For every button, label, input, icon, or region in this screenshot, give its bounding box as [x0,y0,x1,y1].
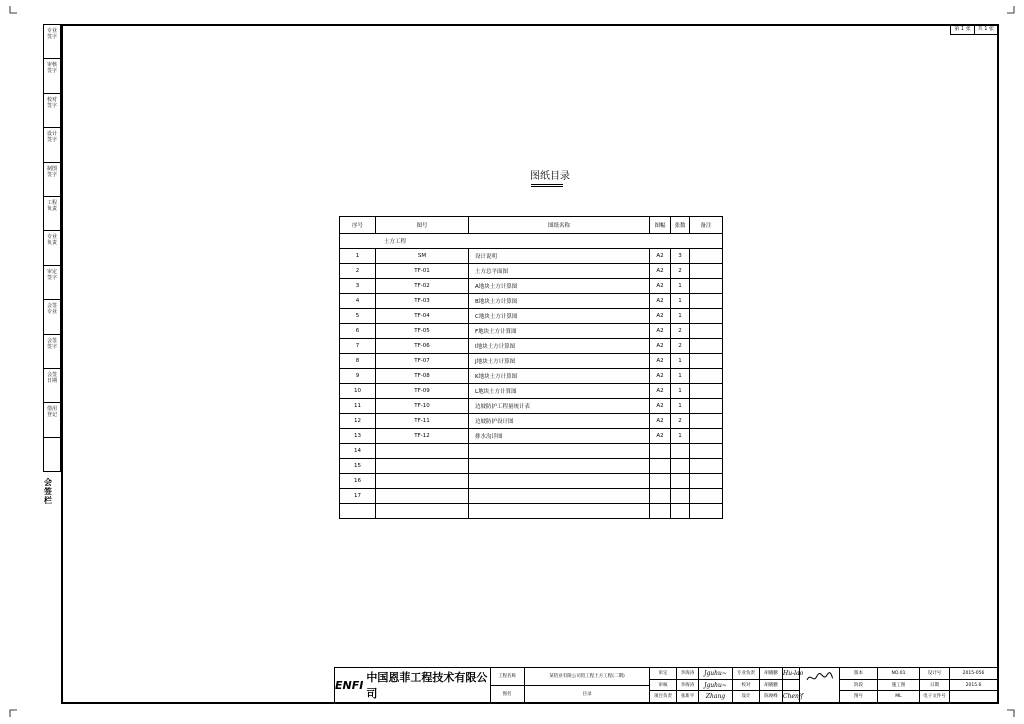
row-drawing-name: 土方总平面图 [469,264,650,279]
project-label: 工程名称 [490,668,525,686]
left-strip-cell: 借用 登记 [44,403,60,437]
left-strip-cell: 会签 日期 [44,369,60,403]
row-no: 3 [340,279,376,294]
row-no: 14 [340,444,376,459]
row-count: 1 [671,294,690,309]
row-size: A2 [650,279,671,294]
role-signature: Zhang [699,691,733,703]
row-drawing-no: SM [376,249,469,264]
row-size [650,459,671,474]
meta-value: ML [878,691,920,703]
row-no: 2 [340,264,376,279]
row-drawing-no [376,489,469,504]
table-row [340,399,723,414]
row-drawing-no: TF-04 [376,309,469,324]
row-drawing-name [469,489,650,504]
row-size [650,444,671,459]
row-count: 2 [671,324,690,339]
row-size: A2 [650,384,671,399]
row-no: 8 [340,354,376,369]
col-header-count: 张数 [671,217,690,234]
role-label: 设计 [733,691,760,703]
sheet-number: 第 1 张 [954,26,971,32]
row-remark [690,309,723,324]
table-header-row [340,217,723,234]
meta-label: 图号 [840,691,878,703]
row-drawing-no: TF-02 [376,279,469,294]
row-size: A2 [650,399,671,414]
meta-label: 日期 [920,680,950,692]
left-signature-strip [43,24,61,472]
row-no: 10 [340,384,376,399]
page-title: 图纸目录 [530,171,570,182]
row-drawing-name: J地块土方计算图 [469,354,650,369]
row-no: 4 [340,294,376,309]
row-drawing-no: TF-05 [376,324,469,339]
role-signature [783,680,800,692]
role-name: 李海涛 [677,668,699,680]
role-signature: Hu-lao [783,668,800,680]
row-drawing-no: TF-09 [376,384,469,399]
table-row [340,354,723,369]
table-row [340,489,723,504]
row-no: 12 [340,414,376,429]
row-size: A2 [650,264,671,279]
row-drawing-no: TF-11 [376,414,469,429]
row-no: 6 [340,324,376,339]
row-remark [690,339,723,354]
row-drawing-no: TF-08 [376,369,469,384]
table-row [340,414,723,429]
left-strip-cell: 校对 签字 [44,94,60,128]
sheet-total: 共 1 张 [974,24,997,34]
table-row [340,279,723,294]
row-no: 5 [340,309,376,324]
role-name: 李海涛 [677,680,699,692]
row-drawing-name: F地块土方计算图 [469,324,650,339]
role-name: 胡晓鹏 [760,668,783,680]
meta-label: 设计号 [920,668,950,680]
row-drawing-no [376,474,469,489]
row-no: 15 [340,459,376,474]
row-size [650,474,671,489]
sheet-number-box [950,24,998,35]
row-remark [690,354,723,369]
meta-value: 2015.6 [950,680,997,692]
company-name: 中国恩菲工程技术有限公司 [366,671,488,700]
role-signature: Chenjf [783,691,800,703]
row-remark [690,444,723,459]
left-strip-cell: 专业 负责 [44,231,60,265]
table-row [340,369,723,384]
left-strip-cell: 会签 专业 [44,300,60,334]
meta-value: NO.01 [878,668,920,680]
table-row [340,459,723,474]
group-row [340,234,723,249]
row-no: 13 [340,429,376,444]
row-remark [690,384,723,399]
role-signature: Jguhu~ [699,680,733,692]
row-count: 1 [671,384,690,399]
table-row [340,309,723,324]
row-size: A2 [650,354,671,369]
table-row [340,384,723,399]
row-drawing-name: A地块土方计算图 [469,279,650,294]
drawing-name: 目录 [525,686,650,704]
row-remark [690,474,723,489]
row-drawing-no: TF-10 [376,399,469,414]
row-size: A2 [650,369,671,384]
row-no: 1 [340,249,376,264]
row-count: 1 [671,354,690,369]
left-strip-cell: 会签 签字 [44,335,60,369]
row-drawing-no: TF-12 [376,429,469,444]
row-count: 2 [671,339,690,354]
row-drawing-name: B地块土方计算图 [469,294,650,309]
row-count: 3 [671,249,690,264]
row-size: A2 [650,249,671,264]
row-remark [690,294,723,309]
row-drawing-name [469,459,650,474]
row-remark [690,504,723,519]
meta-value [950,691,997,703]
title-block [334,667,999,704]
row-size: A2 [650,294,671,309]
title-underline [531,184,563,185]
row-drawing-no: TF-03 [376,294,469,309]
left-strip-cell: 设计 签字 [44,128,60,162]
meta-value: 2015-056 [950,668,997,680]
row-drawing-no: TF-01 [376,264,469,279]
company-logo-mark: ENFI [335,678,364,692]
title-underline [531,186,563,187]
left-strip-cell: 工程 负责 [44,197,60,231]
signature-scribble-icon [805,670,835,686]
meta-value: 施工图 [878,680,920,692]
row-size [650,489,671,504]
role-name: 张新平 [677,691,699,703]
row-count [671,489,690,504]
project-name: 某铝业有限公司铝工程土方工程(二期) [525,668,650,686]
row-remark [690,399,723,414]
meta-label: 版本 [840,668,878,680]
role-name: 胡晓鹏 [760,680,783,692]
col-header-size: 图幅 [650,217,671,234]
table-row [340,294,723,309]
row-drawing-no: TF-06 [376,339,469,354]
row-drawing-name: C地块土方计算图 [469,309,650,324]
role-label: 校对 [733,680,760,692]
row-remark [690,264,723,279]
row-no: 11 [340,399,376,414]
left-strip-cell: 审核 签字 [44,59,60,93]
row-no [340,504,376,519]
row-size: A2 [650,414,671,429]
row-size: A2 [650,429,671,444]
row-remark [690,414,723,429]
col-header-drawing-name: 图纸名称 [469,217,650,234]
left-strip-cell [44,438,60,472]
row-count [671,459,690,474]
row-remark [690,324,723,339]
table-row [340,264,723,279]
row-no: 16 [340,474,376,489]
col-header-drawing-no: 图号 [376,217,469,234]
countersign-label: 会签栏 [44,478,52,505]
row-remark [690,249,723,264]
row-drawing-no: TF-07 [376,354,469,369]
row-drawing-name [469,474,650,489]
row-drawing-name: 设计说明 [469,249,650,264]
group-label: 土方工程 [340,234,723,249]
row-size: A2 [650,309,671,324]
role-label: 审核 [650,680,677,692]
table-row [340,429,723,444]
left-strip-cell: 专业 签字 [44,25,60,59]
row-drawing-no [376,459,469,474]
col-header-remark: 备注 [690,217,723,234]
row-drawing-no [376,504,469,519]
role-name: 陈俊峰 [760,691,783,703]
table-row [340,444,723,459]
company-logo [335,668,491,702]
row-count: 1 [671,399,690,414]
col-header-no: 序号 [340,217,376,234]
row-drawing-name: 边坡防护设计图 [469,414,650,429]
row-drawing-name: 边坡防护工程量统计表 [469,399,650,414]
signature-mark [800,668,840,703]
table-row [340,504,723,519]
drawing-label: 图名 [490,686,525,704]
row-drawing-name: K地块土方计算图 [469,369,650,384]
row-remark [690,489,723,504]
role-label: 项目负责 [650,691,677,703]
table-row [340,324,723,339]
row-remark [690,369,723,384]
row-remark [690,279,723,294]
meta-label: 阶段 [840,680,878,692]
row-count: 1 [671,309,690,324]
left-strip-cell: 审定 签字 [44,266,60,300]
row-remark [690,459,723,474]
role-label: 专业负责 [733,668,760,680]
row-count [671,504,690,519]
table-row [340,249,723,264]
table-row [340,339,723,354]
row-count: 2 [671,264,690,279]
row-no: 7 [340,339,376,354]
row-drawing-name [469,504,650,519]
row-size [650,504,671,519]
row-count: 1 [671,279,690,294]
row-drawing-name: 排水沟详图 [469,429,650,444]
row-drawing-name: L地块土方计算图 [469,384,650,399]
row-no: 9 [340,369,376,384]
row-count: 1 [671,369,690,384]
row-no: 17 [340,489,376,504]
table-row [340,474,723,489]
row-count [671,474,690,489]
row-size: A2 [650,339,671,354]
role-signature: Jguhu~ [699,668,733,680]
row-count [671,444,690,459]
row-drawing-name [469,444,650,459]
row-drawing-name: I地块土方计算图 [469,339,650,354]
row-size: A2 [650,324,671,339]
drawing-index-table [339,216,723,519]
row-remark [690,429,723,444]
role-label: 审定 [650,668,677,680]
left-strip-cell: 制图 签字 [44,163,60,197]
row-count: 1 [671,429,690,444]
row-count: 2 [671,414,690,429]
meta-label: 电子文件号 [920,691,950,703]
row-drawing-no [376,444,469,459]
